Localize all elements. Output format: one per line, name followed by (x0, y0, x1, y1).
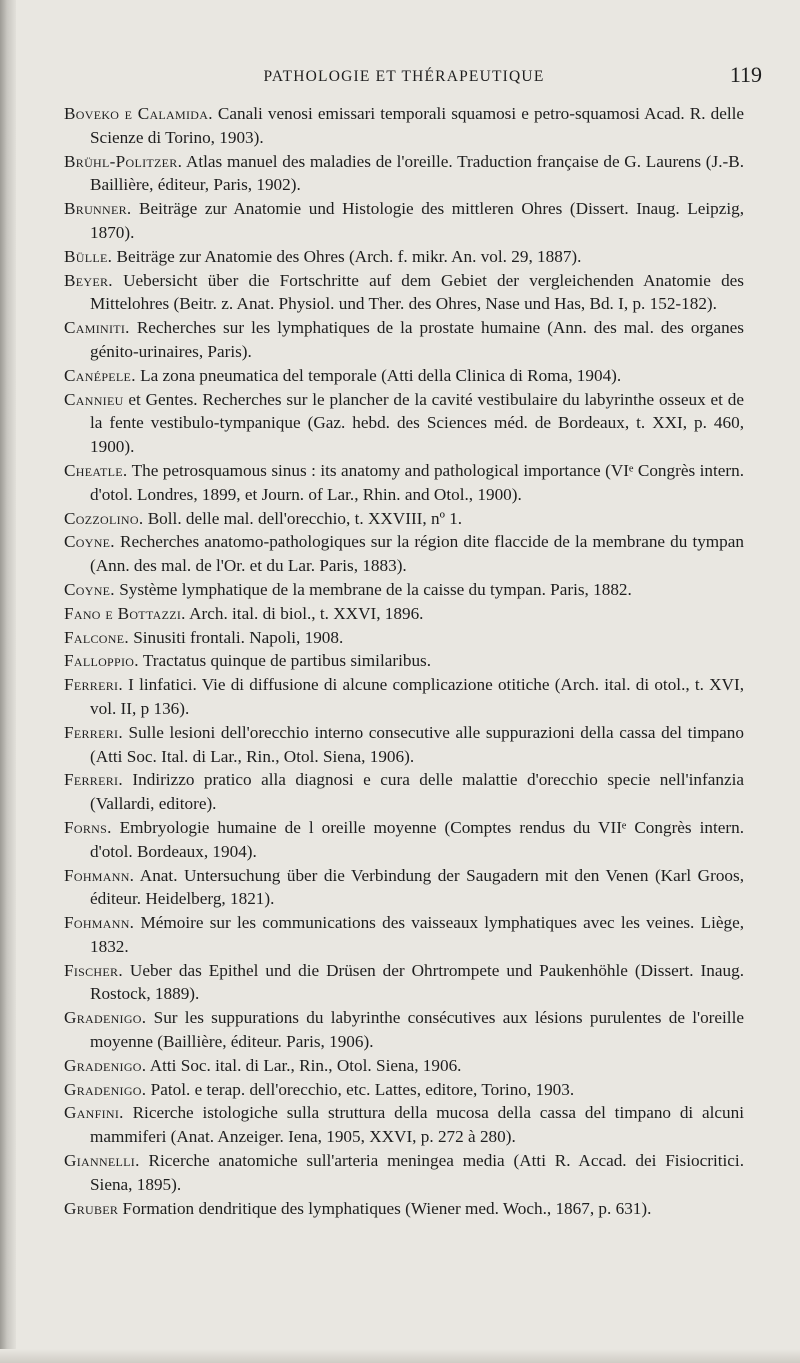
bibliography-entry (64, 364, 744, 388)
entry-author: Gradenigo. (64, 1079, 147, 1099)
entry-author: Coyne. (64, 532, 115, 552)
entry-citation: Atti Soc. ital. di Lar., Rin., Otol. Siena, 1906. (146, 1055, 462, 1075)
bibliography-entry (64, 626, 744, 650)
entry-author: Falloppio. (64, 651, 139, 671)
page-number: 119 (729, 62, 762, 87)
bibliography-entry (64, 578, 744, 602)
bibliography-entry (64, 602, 744, 626)
entry-citation: Atlas manuel des maladies de l'oreille. Traduction française de G. Laurens (J.-B. Baillière, éditeur, Paris, 1902). (90, 151, 744, 195)
entry-citation: Boll. delle mal. dell'orecchio, t. XXVIII, nº 1. (143, 508, 463, 528)
entry-citation: La zona pneumatica del temporale (Atti della Clinica di Roma, 1904). (135, 365, 622, 385)
bibliography-entry (64, 1197, 744, 1221)
bibliography-entry (64, 197, 744, 245)
entry-author: Canépele. (64, 365, 136, 385)
entry-author: Beyer. (64, 270, 113, 290)
entry-author: Coyne. (64, 579, 115, 599)
entry-author: Forns. (64, 817, 112, 837)
book-page (64, 56, 762, 1220)
entry-citation: Canali venosi emissari temporali squamosi e petro-squamosi Acad. R. delle Scienze di Torino, 1903). (90, 104, 744, 147)
bibliography-entry (64, 1054, 744, 1078)
entry-author: Bülle. (64, 246, 113, 266)
entry-author: Fano e Bottazzi. (64, 603, 186, 623)
entry-author: Ferreri. (64, 770, 123, 790)
entry-author: Ganfini. (64, 1103, 124, 1123)
entry-citation: Recherches anatomo-pathologiques sur la région dite flaccide de la membrane du tympan (Ann. des mal. de l'Or. et du Lar. Paris, 1883). (90, 532, 744, 576)
entry-citation: Sulle lesioni dell'orecchio interno consecutive alle suppurazioni della cassa del timpano (Atti Soc. Ital. di Lar., Rin., Otol. Siena, 1906). (90, 722, 744, 766)
entry-author: Cheatle. (64, 460, 128, 480)
entry-citation: et Gentes. Recherches sur le plancher de la cavité vestibulaire du labyrinthe osseux et de la fente vestibulo-tympanique (Gaz. hebd. des Sciences méd. de Bordeaux, t. XXI, p. 460, 1900). (90, 389, 744, 457)
bibliography-entry (64, 721, 744, 769)
entry-author: Falcone. (64, 627, 129, 647)
bibliography-entry (64, 649, 744, 673)
entry-citation: Ueber das Epithel und die Drüsen der Ohrtrompete und Paukenhöhle (Dissert. Inaug. Rostock, 1889). (90, 960, 744, 1004)
bibliography-entry (64, 1078, 744, 1102)
bibliography-entry (64, 768, 744, 816)
entry-citation: Indirizzo pratico alla diagnosi e cura delle malattie d'orecchio specie nell'infanzia (Vallardi, editore). (90, 770, 744, 814)
entry-citation: Beiträge zur Anatomie und Histologie des mittleren Ohres (Dissert. Inaug. Leipzig, 1870). (90, 199, 744, 242)
entry-author: Caminiti. (64, 318, 130, 338)
entry-author: Brühl-Politzer. (64, 151, 183, 171)
entry-citation: Ricerche anatomiche sull'arteria meningea media (Atti R. Accad. dei Fisiocritici. Siena, 1895). (90, 1151, 744, 1194)
entry-citation: Embryologie humaine de l oreille moyenne (Comptes rendus du VIIᵉ Congrès intern. d'otol. Bordeaux, 1904). (90, 817, 744, 861)
entry-citation: Patol. e terap. dell'orecchio, etc. Lattes, editore, Torino, 1903. (146, 1079, 575, 1099)
entry-citation: Sur les suppurations du labyrinthe consécutives aux lésions purulentes de l'oreille moyenne (Baillière, éditeur. Paris, 1906). (90, 1008, 744, 1052)
entry-citation: I linfatici. Vie di diffusione di alcune complicazione otitiche (Arch. ital. di otol., t. XVI, vol. II, p 136). (90, 675, 744, 718)
entry-citation: Beiträge zur Anatomie des Ohres (Arch. f. mikr. An. vol. 29, 1887). (112, 246, 582, 266)
page-header (64, 56, 762, 90)
entry-author: Gradenigo. (64, 1055, 147, 1075)
bibliography-entry (64, 1101, 744, 1149)
bibliography-list (64, 102, 744, 1220)
entry-author: Cannieu (64, 389, 124, 409)
bibliography-entry (64, 1006, 744, 1054)
entry-citation: Sinusiti frontali. Napoli, 1908. (128, 627, 344, 647)
bibliography-entry (64, 816, 744, 864)
entry-citation: Anat. Untersuchung über die Verbindung der Saugadern mit den Venen (Karl Groos, éditeur. Heidelberg, 1821). (90, 865, 744, 909)
entry-author: Brunner. (64, 199, 132, 219)
bibliography-entry (64, 388, 744, 459)
entry-author: Fischer. (64, 960, 123, 980)
bibliography-entry (64, 1149, 744, 1197)
entry-author: Giannelli. (64, 1151, 140, 1171)
entry-citation: Tractatus quinque de partibus similaribus. (138, 651, 432, 671)
bibliography-entry (64, 245, 744, 269)
entry-author: Boveko e Calamida. (64, 104, 213, 123)
bibliography-entry (64, 102, 744, 150)
entry-citation: Système lymphatique de la membrane de la caisse du tympan. Paris, 1882. (114, 579, 632, 599)
bibliography-entry (64, 507, 744, 531)
running-title: PATHOLOGIE ET THÉRAPEUTIQUE (263, 68, 545, 85)
bibliography-entry (64, 316, 744, 364)
bibliography-entry (64, 530, 744, 578)
bibliography-entry (64, 459, 744, 507)
entry-citation: The petrosquamous sinus : its anatomy and pathological importance (VIᵉ Congrès intern. d'otol. Londres, 1899, et Journ. of Lar., Rhin. and Otol., 1900). (90, 460, 744, 504)
bibliography-entry (64, 150, 744, 198)
entry-citation: Ricerche istologiche sulla struttura della mucosa della cassa del timpano di alcuni mammiferi (Anat. Anzeiger. Iena, 1905, XXVI, p. 272 à 280). (90, 1103, 744, 1147)
bibliography-entry (64, 269, 744, 317)
entry-author: Gruber (64, 1198, 119, 1218)
bibliography-entry (64, 673, 744, 721)
entry-citation: Formation dendritique des lymphatiques (Wiener med. Woch., 1867, p. 631). (118, 1198, 652, 1218)
entry-author: Ferreri. (64, 722, 123, 742)
bibliography-entry (64, 864, 744, 912)
entry-citation: Recherches sur les lymphatiques de la prostate humaine (Ann. des mal. des organes génito-urinaires, Paris). (90, 318, 744, 361)
entry-author: Gradenigo. (64, 1008, 147, 1028)
bibliography-entry (64, 911, 744, 959)
scan-shadow-bottom (0, 1349, 800, 1363)
entry-citation: Mémoire sur les communications des vaisseaux lymphatiques avec les veines. Liège, 1832. (90, 913, 744, 956)
entry-author: Fohmann. (64, 913, 135, 933)
entry-author: Ferreri. (64, 675, 123, 695)
entry-citation: Uebersicht über die Fortschritte auf dem Gebiet der vergleichenden Anatomie des Mittelohres (Beitr. z. Anat. Physiol. und Ther. des Ohres, Nase und Has, Bd. I, p. 152-182). (90, 270, 744, 314)
entry-author: Fohmann. (64, 865, 135, 885)
entry-citation: Arch. ital. di biol., t. XXVI, 1896. (185, 603, 424, 623)
entry-author: Cozzolino. (64, 508, 144, 528)
scan-shadow-left (0, 0, 16, 1363)
bibliography-entry (64, 959, 744, 1007)
